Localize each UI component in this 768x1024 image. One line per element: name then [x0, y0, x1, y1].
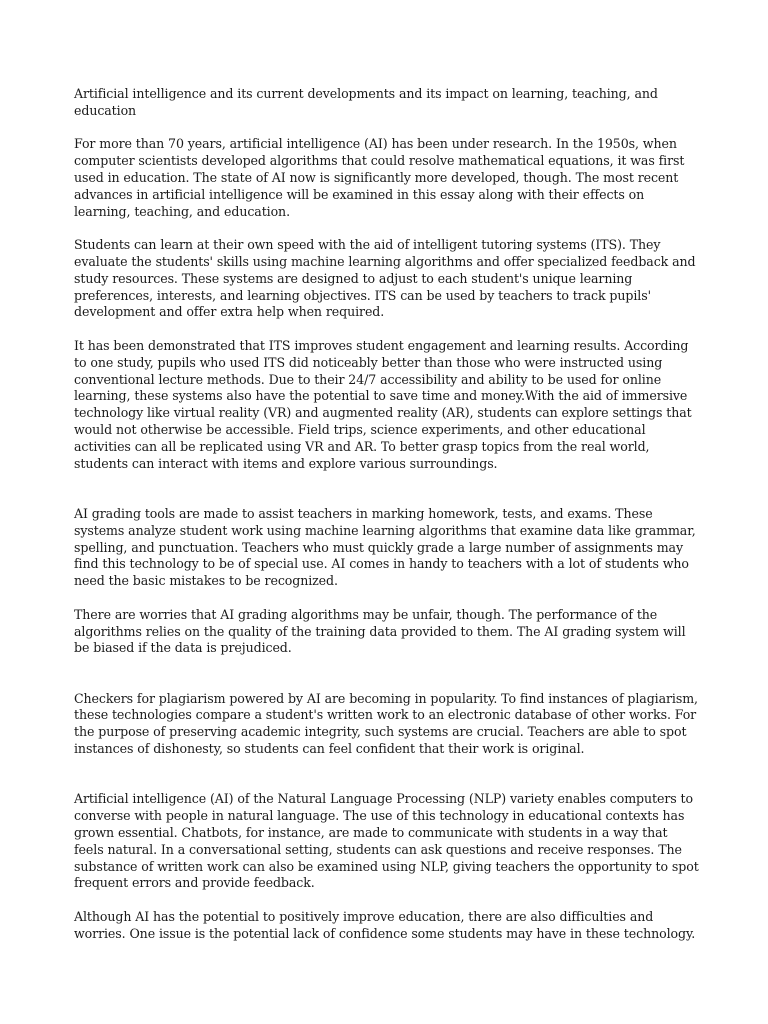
paragraph-spacer — [74, 758, 699, 792]
document-title: Artificial intelligence and its current developments and its impact on learning, teaching, and education — [74, 86, 658, 118]
paragraph-spacer — [74, 120, 699, 137]
paragraph-spacer — [74, 590, 699, 607]
paragraph-spacer — [74, 220, 699, 237]
paragraph-its: Students can learn at their own speed with the aid of intelligent tutoring systems (ITS). They evaluate the students' skills using machine learning algorithms and offer specialized feedback and study resources. These systems are designed to adjust to each student's unique learning preferences, interests, and learning objectives. ITS can be used by teachers to track pupils' development and offer extra help when required. — [74, 237, 696, 320]
paragraph-grading-tools: AI grading tools are made to assist teachers in marking homework, tests, and exams. These systems analyze student work using machine learning algorithms that examine data like grammar, spelling, and punctuation. Teachers who must quickly grade a large number of assignments may find this technology to be of special use. AI comes in handy to teachers with a lot of students who need the basic mistakes to be recognized. — [74, 505, 696, 589]
paragraph-spacer — [74, 657, 699, 691]
document-page — [74, 86, 699, 943]
paragraph-spacer — [74, 472, 699, 506]
paragraph-challenges: Although AI has the potential to positively improve education, there are also difficulties and worries. One issue is the potential lack of confidence some students may have in these technology. — [74, 909, 696, 941]
paragraph-spacer — [74, 892, 699, 909]
paragraph-ai-history: For more than 70 years, artificial intelligence (AI) has been under research. In the 1950s, when computer scientists developed algorithms that could resolve mathematical equations, it was first used in education. The state of AI now is significantly more developed, though. The most recent advances in artificial intelligence will be examined in this essay along with their effects on learning, teaching, and education. — [74, 136, 685, 219]
paragraph-plagiarism: Checkers for plagiarism powered by AI are becoming in popularity. To find instances of plagiarism, these technologies compare a student's written work to an electronic database of other works. For the purpose of preserving academic integrity, such systems are crucial. Teachers are able to spot instances of dishonesty, so students can feel confident that their work is original. — [74, 690, 698, 757]
paragraph-spacer — [74, 321, 699, 338]
paragraph-its-results-vr-ar: It has been demonstrated that ITS improves student engagement and learning results. According to one study, pupils who used ITS did noticeably better than those who were instructed using conventional lecture methods. Due to their 24/7 accessibility and ability to be used for online learning, these systems also have the potential to save time and money.With the aid of immersive technology like virtual reality (VR) and augmented reality (AR), students can explore settings that would not otherwise be accessible. Field trips, science experiments, and other educational activities can all be replicated using VR and AR. To better grasp topics from the real world, students can interact with items and explore various surroundings. — [74, 337, 692, 471]
paragraph-nlp: Artificial intelligence (AI) of the Natural Language Processing (NLP) variety enables computers to converse with people in natural language. The use of this technology in educational contexts has grown essential. Chatbots, for instance, are made to communicate with students in a way that feels natural. In a conversational setting, students can ask questions and receive responses. The substance of written work can also be examined using NLP, giving teachers the opportunity to spot frequent errors and provide feedback. — [74, 791, 699, 891]
paragraph-grading-concerns: There are worries that AI grading algorithms may be unfair, though. The performance of the algorithms relies on the quality of the training data provided to them. The AI grading system will be biased if the data is prejudiced. — [74, 606, 686, 656]
